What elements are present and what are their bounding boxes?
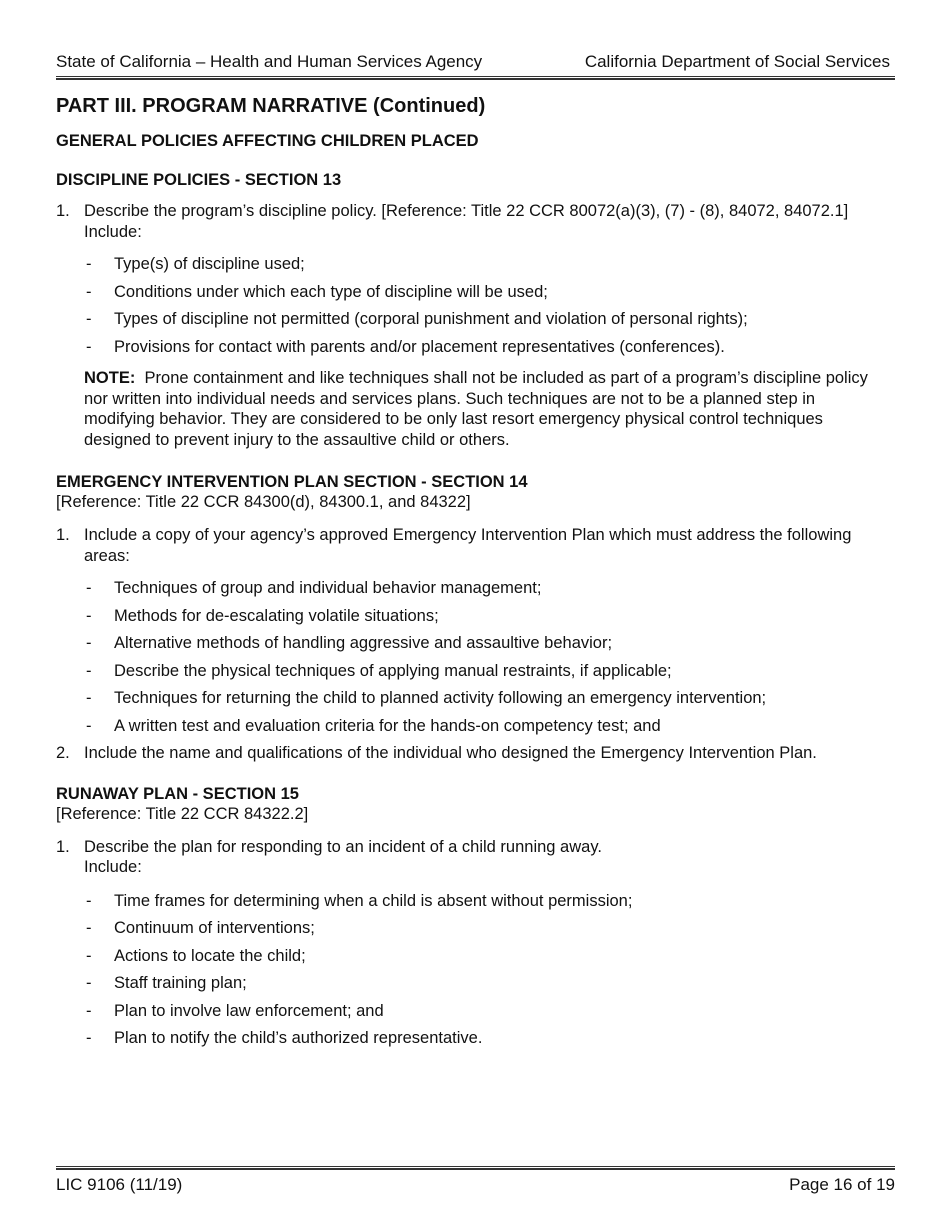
list-item-text: Continuum of interventions; [114,919,315,937]
list-item [84,918,890,946]
list-item-text: Techniques for returning the child to planned activity following an emergency intervention; [114,689,767,707]
dash-marker: - [86,255,92,273]
item-number: 1. [56,202,70,220]
list-item-text: Alternative methods of handling aggressive and assaultive behavior; [114,634,613,652]
list-item-text: Type(s) of discipline used; [114,255,305,273]
dash-marker: - [86,1001,92,1020]
list-item [84,891,890,919]
general-heading: GENERAL POLICIES AFFECTING CHILDREN PLACED [56,132,479,150]
list-item-text: Methods for de-escalating volatile situations; [114,606,439,625]
list-item [84,688,890,716]
dash-marker: - [86,634,92,652]
section-14-item-1 [56,525,890,566]
list-item [84,254,890,282]
section-15-item-1 [56,837,890,878]
section-15-reference: [Reference: Title 22 CCR 84322.2] [56,804,309,823]
section-14-heading: EMERGENCY INTERVENTION PLAN SECTION - SECTION 14 [56,473,528,491]
section-15-heading: RUNAWAY PLAN - SECTION 15 [56,784,299,803]
dash-marker: - [86,1029,92,1047]
list-item [84,716,890,744]
list-item-text: Provisions for contact with parents and/or placement representatives (conferences). [114,337,725,356]
section-15-bullets [84,891,890,1056]
dash-marker: - [86,919,92,937]
item-number: 1. [56,526,70,544]
item-text: Describe the plan for responding to an incident of a child running away. [84,837,602,856]
list-item [84,337,890,365]
list-item-text: Techniques of group and individual behavior management; [114,579,542,597]
list-item [84,309,890,337]
dash-marker: - [86,606,92,625]
list-item [84,973,890,1001]
item-text: Describe the program’s discipline policy. [Reference: Title 22 CCR 80072(a)(3), (7) - (8), 84072, 84072.1] [84,202,849,220]
list-item [84,946,890,974]
footer-divider [56,1166,895,1170]
list-item [84,1028,890,1056]
dash-marker: - [86,661,92,680]
agency-name: State of California – Health and Human Services Agency [56,52,483,71]
section-13-heading: DISCIPLINE POLICIES - SECTION 13 [56,171,342,189]
dash-marker: - [86,946,92,965]
section-14-bullets [84,578,890,743]
dash-marker: - [86,716,92,735]
note-text: Prone containment and like techniques shall not be included as part of a program’s discipline policy nor written into individual needs and services plans. Such techniques are not to be a planned step in modifying behavior. They are considered to be only last resort emergency physical control techniques designed to prevent injury to the assaultive child or others. [84,369,868,449]
list-item [84,282,890,310]
list-item-text: Describe the physical techniques of applying manual restraints, if applicable; [114,661,672,680]
department-name: California Department of Social Services [584,52,890,71]
list-item [84,633,890,661]
header-divider [56,76,895,80]
document-body [56,94,890,1056]
item-text: Include a copy of your agency’s approved Emergency Intervention Plan which must address the following areas: [84,526,852,565]
item-number: 2. [56,744,70,762]
dash-marker: - [86,337,92,356]
page-number: Page 16 of 19 [789,1175,895,1194]
list-item-text: Actions to locate the child; [114,946,306,965]
section-14-reference: [Reference: Title 22 CCR 84300(d), 84300.1, and 84322] [56,493,471,511]
dash-marker: - [86,891,92,910]
list-item-text: Staff training plan; [114,974,247,992]
item-number: 1. [56,837,70,856]
part-title: PART III. PROGRAM NARRATIVE (Continued) [56,95,486,117]
dash-marker: - [86,974,92,992]
section-13-item-1 [56,201,890,242]
dash-marker: - [86,689,92,707]
list-item-text: Plan to notify the child’s authorized representative. [114,1029,483,1047]
list-item-text: Time frames for determining when a child is absent without permission; [114,891,633,910]
list-item [84,606,890,634]
form-id: LIC 9106 (11/19) [56,1175,183,1194]
list-item [84,661,890,689]
section-14-item-2 [56,743,890,764]
item-include: Include: [84,222,142,241]
dash-marker: - [86,282,92,301]
note-paragraph [84,368,890,450]
list-item [84,578,890,606]
list-item-text: Conditions under which each type of discipline will be used; [114,282,548,301]
dash-marker: - [86,310,92,328]
list-item [84,1001,890,1029]
note-label: NOTE: [84,369,136,387]
item-text: Include the name and qualifications of the individual who designed the Emergency Intervention Plan. [84,744,817,762]
list-item-text: Plan to involve law enforcement; and [114,1001,384,1020]
list-item-text: Types of discipline not permitted (corporal punishment and violation of personal rights); [114,310,748,328]
list-item-text: A written test and evaluation criteria for the hands-on competency test; and [114,716,661,735]
section-13-bullets [84,254,890,364]
dash-marker: - [86,579,92,597]
page-header [56,52,890,76]
item-include: Include: [84,858,142,876]
